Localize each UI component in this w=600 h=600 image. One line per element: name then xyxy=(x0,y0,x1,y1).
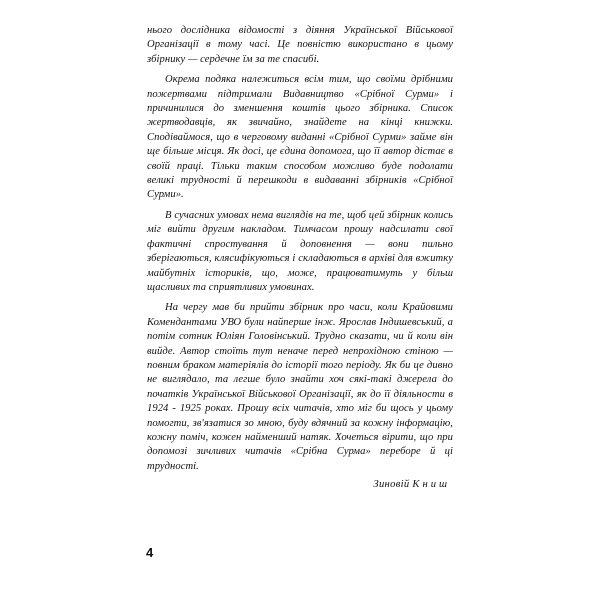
author-signature xyxy=(373,479,450,490)
signature-first-name: Зиновій xyxy=(373,479,410,490)
signature-surname: Книш xyxy=(412,479,450,490)
body-text xyxy=(147,24,453,480)
paragraph-next-volume: На чергу мав би прийти збірник про часи, коли Крайовими Комендантами УВО були найперше інж. Ярослав Індишевський, а потім сотник Юліян Головінський. Трудно сказати, чи й коли він вийде. Автор стоїть тут неначе перед непрохідною стіною — повним браком матеріялів до історії того періоду. Як би це дивно не виглядало, та легше було знайти хоч сякі-такі джерела до початків Української Військової Організації, як до її діяльности в 1924 - 1925 роках. Прошу всіх читачів, хто міг би щось у цьому помогти, зв'язатися зо мною, буду вдячний за кожну інформацію, кожну поміч, кожен найменший натяк. Хочеться вірити, що при допомозі зичливих читачів «Срібна Сурма» переборе й ці трудності. xyxy=(147,302,453,472)
page-number: 4 xyxy=(146,545,154,560)
paragraph-conditions: В сучасних умовах нема виглядів на те, щоб цей збірник колись міг вийти другим накладом. Тимчасом прошу надсилати свої фактичні спростування й доповнення — вони пильно зберігаються, клясифікуються і складаються в архіві для вжитку майбутніх істориків, що, може, працюватимуть у більш щасливих та сприятливих умовинах. xyxy=(147,209,453,293)
paragraph-thanks: Окрема подяка належиться всім тим, що своїми дрібними пожертвами підтримали Видавництво «Срібної Сурми» і причинилися до зменшення коштів цього збірника. Список жертводавців, як звичайно, знайдете на кінці книжки. Сподіваймося, що в черговому виданні «Срібної Сурми» займе він ще більше місця. Як досі, це єдина допомога, що її автор дістає в своїй праці. Тільки таким способом можливо буде подолати великі трудності й перешкоди в видаванні збірників «Срібної Сурми». xyxy=(147,74,453,201)
paragraph-continued: нього дослідника відомості з діяння Української Військової Організації в тому часі. Це повністю використано в цьому збірнику — сердечне їм за те спасибі. xyxy=(147,25,453,65)
